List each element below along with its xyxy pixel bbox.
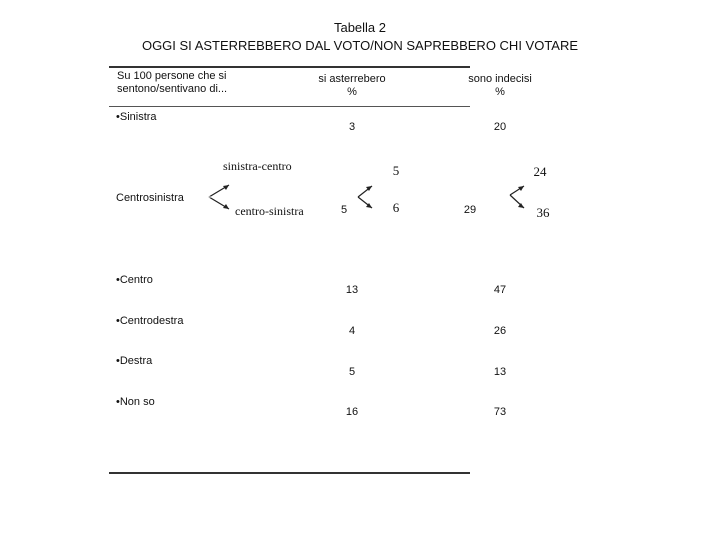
branch-arrows-indecisi — [506, 180, 532, 214]
table-subtitle: OGGI SI ASTERREBBERO DAL VOTO/NON SAPREBBERO CHI VOTARE — [141, 38, 579, 53]
row-label-destra: •Destra — [116, 355, 153, 367]
row-label-sinistra: •Sinistra — [116, 111, 157, 123]
value-destra-asterrebbero: 5 — [348, 366, 356, 378]
row-label-centrosinistra: Centrosinistra — [116, 192, 184, 204]
value-centro-sinistra-indecisi: 36 — [536, 205, 550, 220]
value-centrosinistra-asterrebbero: 5 — [340, 204, 348, 216]
value-sinistra-indecisi: 20 — [493, 121, 507, 133]
sub-label-sinistra-centro: sinistra-centro — [223, 159, 292, 173]
branch-arrows-label — [205, 180, 237, 214]
row-label-centro: •Centro — [116, 274, 153, 286]
column-header-indecisi: sono indecisi % — [468, 73, 532, 98]
value-sinistra-centro-indecisi: 24 — [533, 164, 547, 179]
value-centrodestra-indecisi: 26 — [493, 325, 507, 337]
row-label-non-so: •Non so — [116, 396, 155, 408]
table-title: Tabella 2 — [333, 20, 387, 35]
value-non-so-indecisi: 73 — [493, 406, 507, 418]
value-sinistra-centro-asterrebbero: 5 — [392, 163, 400, 178]
value-sinistra-asterrebbero: 3 — [348, 121, 356, 133]
value-non-so-asterrebbero: 16 — [345, 406, 359, 418]
branch-arrows-asterrebbero — [356, 180, 380, 214]
row-label-centrodestra: •Centrodestra — [116, 315, 184, 327]
value-centro-indecisi: 47 — [493, 284, 507, 296]
header-rule — [109, 106, 470, 107]
column-header-asterrebbero: si asterrebero % — [318, 73, 386, 98]
value-centro-asterrebbero: 13 — [345, 284, 359, 296]
sub-label-centro-sinistra: centro-sinistra — [235, 204, 304, 218]
value-centrodestra-asterrebbero: 4 — [348, 325, 356, 337]
stub-header: Su 100 persone che si sentono/sentivano di... — [117, 70, 228, 95]
value-destra-indecisi: 13 — [493, 366, 507, 378]
value-centro-sinistra-asterrebbero: 6 — [392, 200, 400, 215]
top-rule — [109, 66, 470, 68]
bottom-rule — [109, 472, 470, 474]
value-centrosinistra-indecisi: 29 — [463, 204, 477, 216]
